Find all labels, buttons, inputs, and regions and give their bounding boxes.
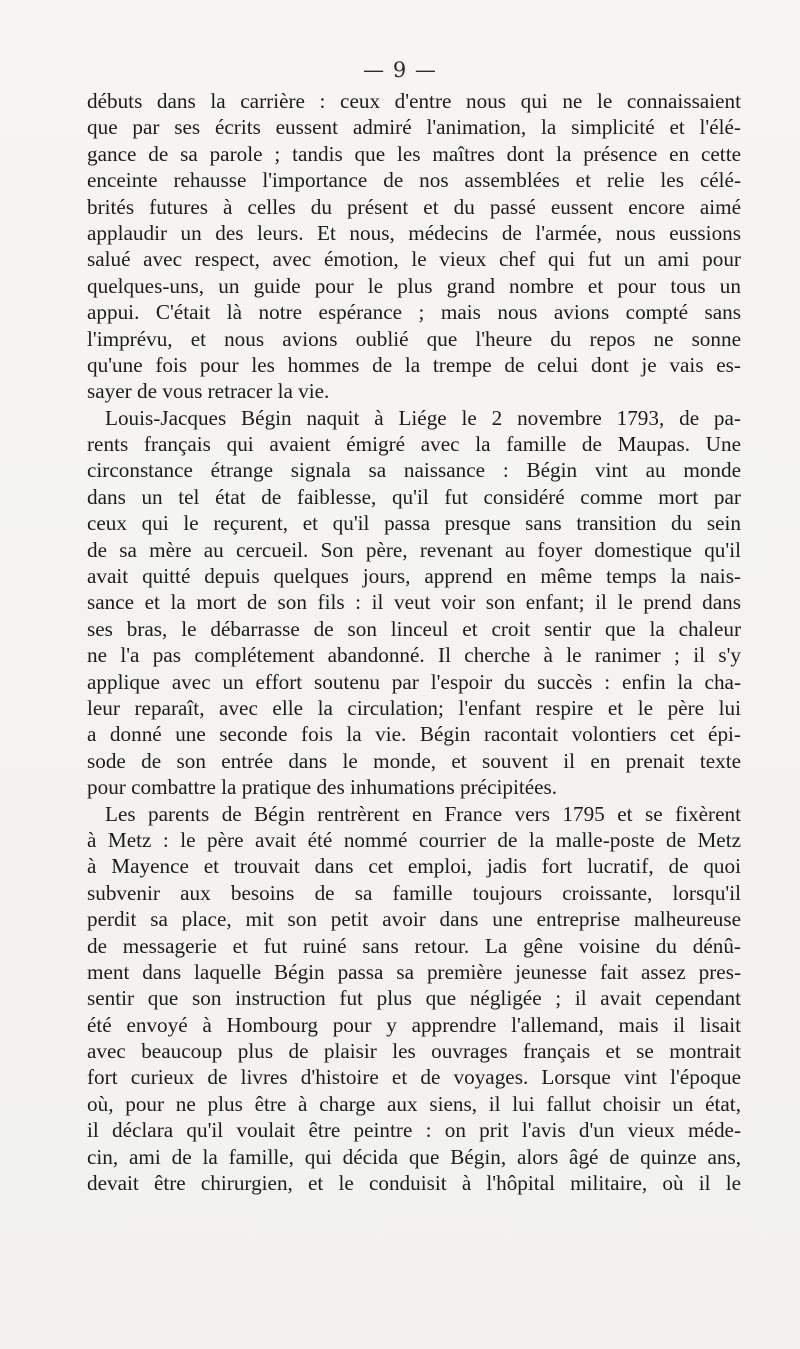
text-line: salué avec respect, avec émotion, le vieux chef qui fut un ami pour <box>87 247 741 272</box>
page-number: — 9 — <box>363 58 437 82</box>
text-line: devait être chirurgien, et le conduisit à l'hôpital militaire, où il le <box>87 1171 741 1196</box>
text-line: de messagerie et fut ruiné sans retour. La gêne voisine du dénû- <box>87 933 741 958</box>
text-line: dans un tel état de faiblesse, qu'il fut considéré comme mort par <box>87 484 741 509</box>
text-line: l'imprévu, et nous avions oublié que l'heure du repos ne sonne <box>87 326 741 351</box>
text-line: fort curieux de livres d'histoire et de voyages. Lorsque vint l'époque <box>87 1065 741 1090</box>
text-line: leur reparaît, avec elle la circulation; l'enfant respire et le père lui <box>87 695 741 720</box>
text-line: que par ses écrits eussent admiré l'animation, la simplicité et l'élé- <box>87 115 741 140</box>
text-line: subvenir aux besoins de sa famille toujours croissante, lorsqu'il <box>87 880 741 905</box>
text-line: a donné une seconde fois la vie. Bégin racontait volontiers cet épi- <box>87 722 741 747</box>
text-line: sentir que son instruction fut plus que négligée ; il avait cependant <box>87 986 741 1011</box>
text-line: avait quitté depuis quelques jours, apprend en même temps la nais- <box>87 564 741 589</box>
text-line: de sa mère au cercueil. Son père, revenant au foyer domestique qu'il <box>87 537 741 562</box>
text-line: enceinte rehausse l'importance de nos assemblées et relie les célé- <box>87 168 741 193</box>
text-line: perdit sa place, mit son petit avoir dans une entreprise malheureuse <box>87 907 741 932</box>
text-line: ceux qui le reçurent, et qu'il passa presque sans transition du sein <box>87 511 741 536</box>
text-line: circonstance étrange signala sa naissance : Bégin vint au monde <box>87 458 741 483</box>
body-text <box>87 88 741 1196</box>
text-line: ment dans laquelle Bégin passa sa première jeunesse fait assez pres- <box>87 959 741 984</box>
text-line: qu'une fois pour les hommes de la trempe de celui dont je vais es- <box>87 352 741 377</box>
text-line: sode de son entrée dans le monde, et souvent il en prenait texte <box>87 748 741 773</box>
text-line: cin, ami de la famille, qui décida que Bégin, alors âgé de quinze ans, <box>87 1144 741 1169</box>
text-line: ses bras, le débarrasse de son linceul et croit sentir que la chaleur <box>87 616 741 641</box>
text-line: sance et la mort de son fils : il veut voir son enfant; il le prend dans <box>87 590 741 615</box>
paragraph <box>87 405 741 801</box>
text-line: applique avec un effort soutenu par l'espoir du succès : enfin la cha- <box>87 669 741 694</box>
text-line: rents français qui avaient émigré avec la famille de Maupas. Une <box>87 432 741 457</box>
text-line: appui. C'était là notre espérance ; mais nous avions compté sans <box>87 300 741 325</box>
text-line: applaudir un des leurs. Et nous, médecins de l'armée, nous eussions <box>87 220 741 245</box>
paragraph <box>87 801 741 1197</box>
text-line: il déclara qu'il voulait être peintre : on prit l'avis d'un vieux méde- <box>87 1118 741 1143</box>
text-line: Louis-Jacques Bégin naquit à Liége le 2 novembre 1793, de pa- <box>105 405 741 430</box>
text-line: ne l'a pas complétement abandonné. Il cherche à le ranimer ; il s'y <box>87 643 741 668</box>
text-line: débuts dans la carrière : ceux d'entre nous qui ne le connaissaient <box>87 89 741 113</box>
text-line: avec beaucoup plus de plaisir les ouvrages français et se montrait <box>87 1039 741 1064</box>
text-line: été envoyé à Hombourg pour y apprendre l'allemand, mais il lisait <box>87 1012 741 1037</box>
text-line: pour combattre la pratique des inhumations précipitées. <box>87 775 558 800</box>
text-line: à Mayence et trouvait dans cet emploi, jadis fort lucratif, de quoi <box>87 854 741 879</box>
paragraph <box>87 88 741 405</box>
text-line: Les parents de Bégin rentrèrent en France vers 1795 et se fixèrent <box>105 801 741 826</box>
text-line: sayer de vous retracer la vie. <box>87 379 330 404</box>
text-line: à Metz : le père avait été nommé courrier de la malle-poste de Metz <box>87 827 741 852</box>
text-line: gance de sa parole ; tandis que les maîtres dont la présence en cette <box>87 141 741 166</box>
text-line: quelques-uns, un guide pour le plus grand nombre et pour tous un <box>87 273 741 298</box>
text-line: brités futures à celles du présent et du passé eussent encore aimé <box>87 194 741 219</box>
text-line: où, pour ne plus être à charge aux siens, il lui fallut choisir un état, <box>87 1091 741 1116</box>
